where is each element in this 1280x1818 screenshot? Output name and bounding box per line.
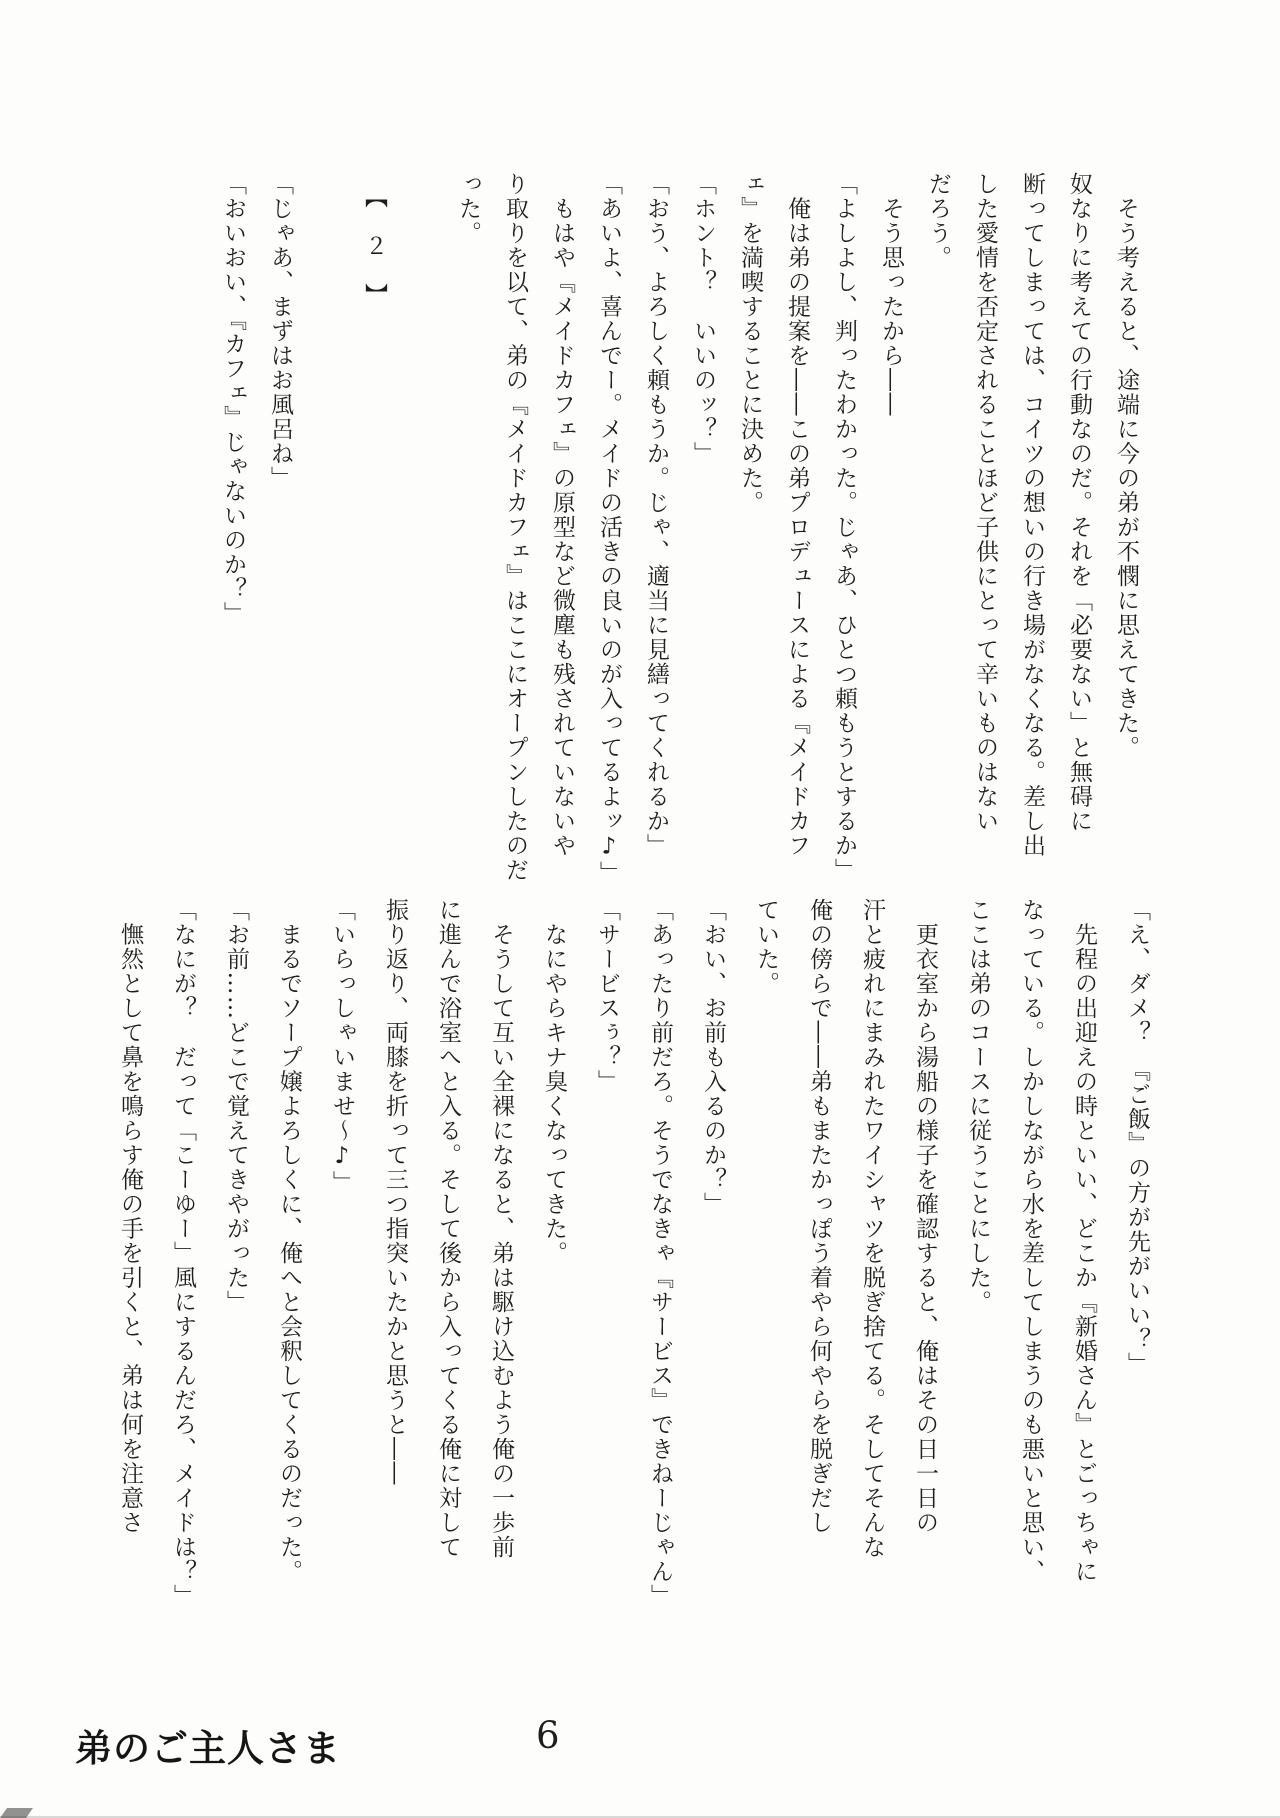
text-column: 【 ２ 】 xyxy=(361,172,387,308)
text-column: もはや『メイドカフェ』の原型など微塵も残されていないや xyxy=(549,172,575,858)
text-column: った。 xyxy=(455,172,481,246)
text-column: そう考えると、途端に今の弟が不憫に思えてきた。 xyxy=(1113,172,1139,760)
text-column: ていた。 xyxy=(753,898,779,996)
text-column: 俺は弟の提案を――この弟プロデュースによる『メイドカフ xyxy=(784,172,810,858)
text-block-bottom xyxy=(103,898,1163,1620)
page-number: 6 xyxy=(536,1714,560,1757)
text-column: 「おう、よろしく頼もうか。じゃ、適当に見繕ってくれるか」 xyxy=(643,172,669,858)
text-column: 俺の傍らで――弟もまたかっぽう着やら何やらを脱ぎだし xyxy=(806,898,832,1535)
text-column: 更衣室から湯船の様子を確認すると、俺はその日一日の xyxy=(912,898,938,1535)
text-column: 「サービスぅ？」 xyxy=(594,898,620,1094)
text-column: した愛情を否定されることほど子供にとって辛いものはない xyxy=(972,172,998,834)
text-column: り取りを以て、弟の『メイドカフェ』はここにオープンしたのだ xyxy=(502,172,528,883)
text-column: 「おいおい、『カフェ』じゃないのか？」 xyxy=(220,172,246,626)
text-column: 断ってしまっては、コイツの想いの行き場がなくなる。差し出 xyxy=(1019,172,1045,858)
text-column: ェ』を満喫することに決めた。 xyxy=(737,172,763,515)
text-column: ここは弟のコースに従うことにした。 xyxy=(965,898,991,1315)
text-column: 振り返り、両膝を折って三つ指突いたかと思うと―― xyxy=(382,898,408,1486)
text-column: 憮然として鼻を鳴らす俺の手を引くと、弟は何を注意さ xyxy=(117,898,143,1535)
text-column: 「じゃあ、まずはお風呂ね」 xyxy=(267,172,293,491)
text-column: 「お前……どこで覚えてきやがった」 xyxy=(223,898,249,1315)
text-column: そう思ったから―― xyxy=(878,172,904,417)
text-column: 「なにが？ だって「こーゆー」風にするんだろ、メイドは？」 xyxy=(170,898,196,1609)
text-column: だろう。 xyxy=(925,172,951,270)
text-block-top xyxy=(209,172,1149,894)
text-column: そうして互い全裸になると、弟は駆け込むよう俺の一歩前 xyxy=(488,898,514,1560)
text-column: 「いらっしゃいませ～♪」 xyxy=(329,898,355,1195)
text-column xyxy=(397,172,444,894)
text-column: に進んで浴室へと入る。そして後から入ってくる俺に対して xyxy=(435,898,461,1560)
text-column: なにやらキナ臭くなってきた。 xyxy=(541,898,567,1266)
text-column: まるでソープ嬢よろしくに、俺へと会釈してくるのだった。 xyxy=(276,898,302,1584)
text-column: なっている。しかしながら水を差してしまうのも悪いと思い、 xyxy=(1018,898,1044,1584)
text-column: 「あったり前だろ。そうでなきゃ『サービス』できねーじゃん」 xyxy=(647,898,673,1609)
footer-title: 弟のご主人さま xyxy=(75,1727,341,1770)
text-column: 「おい、お前も入るのか？」 xyxy=(700,898,726,1217)
text-column: 「ホント？ いいのッ？」 xyxy=(690,172,716,466)
text-column xyxy=(303,172,350,894)
text-column: 「よしよし、判ったわかった。じゃあ、ひとつ頼もうとするか」 xyxy=(831,172,857,883)
text-column: 奴なりに考えての行動なのだ。それを「必要ない」と無碍に xyxy=(1066,172,1092,834)
text-column: 「あいよ、喜んでー。メイドの活きの良いのが入ってるよッ♪」 xyxy=(596,172,622,886)
text-column: 「え、ダメ？ 『ご飯』の方が先がいい？」 xyxy=(1124,898,1150,1377)
text-column: 汗と疲れにまみれたワイシャツを脱ぎ捨てる。そしてそんな xyxy=(859,898,885,1560)
text-column: 先程の出迎えの時といい、どこか『新婚さん』とごっちゃに xyxy=(1071,898,1097,1584)
